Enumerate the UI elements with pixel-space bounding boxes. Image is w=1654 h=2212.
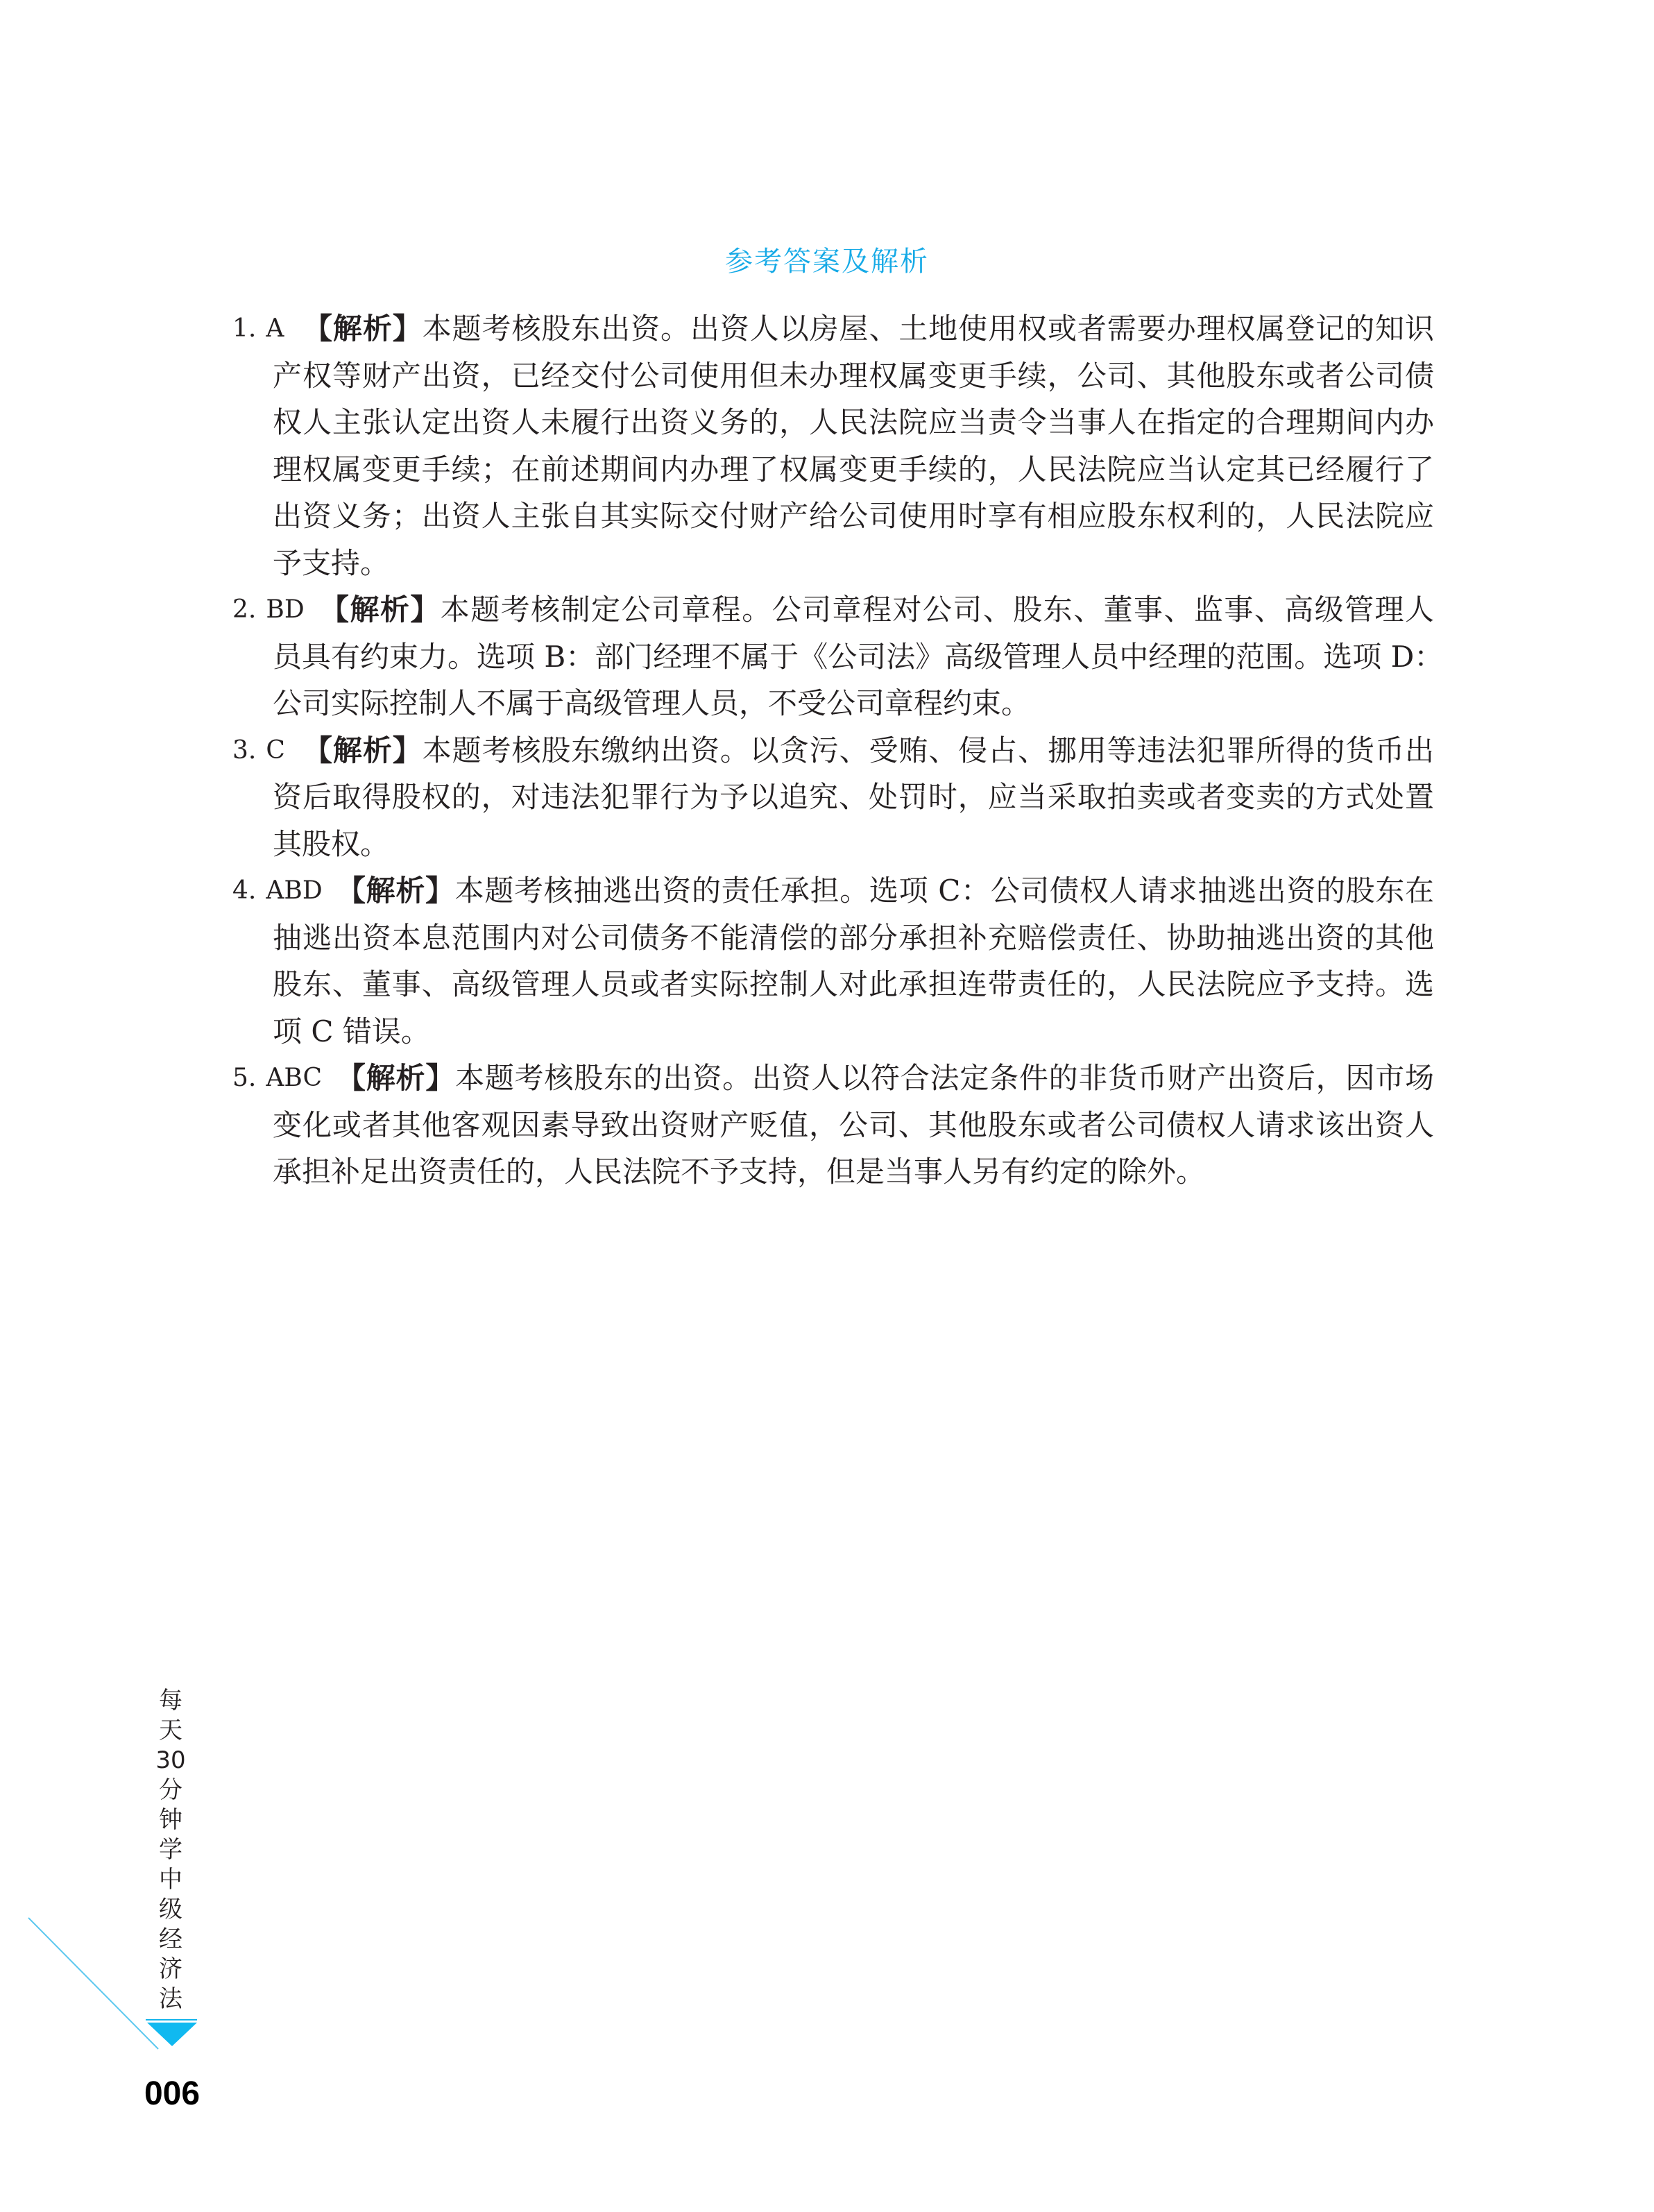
- answer-line: [273, 1148, 1434, 1196]
- side-title-char: 分: [159, 1776, 182, 1804]
- answer-text: 本题考核股东的出资。出资人以符合法定条件的非货币财产出资后，因市场: [455, 1061, 1434, 1095]
- answer-number: [232, 586, 305, 633]
- page-title: 参考答案及解析: [725, 246, 929, 278]
- answer-number: [232, 727, 285, 774]
- answer-line: [273, 540, 1434, 587]
- answer-choice: BD: [266, 595, 305, 624]
- answer-text: 产权等财产出资，已经交付公司使用但未办理权属变更手续，公司、其他股东或者公司债: [273, 358, 1434, 393]
- answer-line: [273, 493, 1434, 540]
- answer-item: [232, 305, 1434, 586]
- answer-line: [273, 821, 1434, 868]
- answer-item: [232, 1055, 1434, 1196]
- analysis-tag: 【解析】: [336, 874, 455, 908]
- answer-line: [273, 446, 1434, 493]
- answer-text: 本题考核抽逃出资的责任承担。选项 C：公司债权人请求抽逃出资的股东在: [454, 874, 1434, 908]
- question-number: 3.: [232, 735, 257, 765]
- answer-choice: C: [266, 735, 285, 765]
- triangle-marker-icon: [147, 2023, 197, 2046]
- answer-choice: ABD: [266, 876, 323, 905]
- side-title-char: 30: [155, 1746, 186, 1774]
- book-title-vertical: [155, 1686, 186, 2014]
- answer-item: [232, 586, 1444, 727]
- answer-text: 予支持。: [273, 545, 390, 580]
- answer-line: [273, 1102, 1434, 1149]
- side-title-char: 每: [159, 1687, 182, 1715]
- side-title-char: 法: [159, 1985, 182, 2013]
- answer-text: 权人主张认定出资人未履行出资义务的，人民法院应当责令当事人在指定的合理期间内办: [273, 405, 1434, 439]
- answer-line: [273, 633, 1444, 681]
- answer-text: 出资义务；出资人主张自其实际交付财产给公司使用时享有相应股东权利的，人民法院应: [273, 499, 1434, 533]
- side-title-char: 天: [159, 1717, 182, 1744]
- side-title-char: 钟: [159, 1806, 182, 1834]
- answer-line: [273, 680, 1434, 727]
- answer-choice: A: [266, 314, 284, 343]
- answer-line: [273, 1008, 1434, 1055]
- answer-line: [273, 352, 1434, 400]
- answer-item: [232, 727, 1434, 868]
- analysis-tag: 【解析】: [320, 593, 441, 627]
- answer-line: [273, 399, 1434, 446]
- analysis-tag: 【解析】: [303, 733, 423, 767]
- analysis-tag: 【解析】: [303, 312, 423, 346]
- answer-text: 理权属变更手续；在前述期间内办理了权属变更手续的，人民法院应当认定其已经履行了: [273, 452, 1434, 486]
- answer-text: 项 C 错误。: [273, 1014, 430, 1048]
- side-title-char: 经: [159, 1925, 182, 1953]
- answer-line: [336, 1055, 1434, 1102]
- answer-text: 承担补足出资责任的，人民法院不予支持，但是当事人另有约定的除外。: [273, 1155, 1206, 1189]
- answer-number: [232, 867, 323, 914]
- answer-line: [303, 727, 1434, 774]
- answer-choice: ABC: [266, 1064, 323, 1092]
- side-title-char: 济: [159, 1955, 182, 1983]
- answer-text: 本题考核股东缴纳出资。以贪污、受贿、侵占、挪用等违法犯罪所得的货币出: [422, 733, 1434, 767]
- answer-text: 公司实际控制人不属于高级管理人员，不受公司章程约束。: [273, 686, 1031, 720]
- answer-line: [303, 305, 1434, 352]
- answer-text: 抽逃出资本息范围内对公司债务不能清偿的部分承担补充赔偿责任、协助抽逃出资的其他: [273, 920, 1434, 955]
- marker-rule: [146, 2019, 197, 2020]
- question-number: 5.: [232, 1064, 257, 1092]
- side-title-char: 中: [159, 1866, 182, 1894]
- answer-item: [232, 867, 1434, 1055]
- answer-line: [336, 867, 1434, 914]
- answer-line: [320, 586, 1434, 633]
- answer-text: 其股权。: [273, 826, 390, 861]
- answer-text: 资后取得股权的，对违法犯罪行为予以追究、处罚时，应当采取拍卖或者变卖的方式处置: [273, 780, 1434, 814]
- answer-text: 股东、董事、高级管理人员或者实际控制人对此承担连带责任的，人民法院应予支持。选: [273, 967, 1434, 1001]
- answer-line: [273, 961, 1434, 1008]
- answer-text: 变化或者其他客观因素导致出资财产贬值，公司、其他股东或者公司债权人请求该出资人: [273, 1107, 1434, 1142]
- answer-number: [232, 1055, 322, 1102]
- question-number: 4.: [232, 876, 257, 905]
- side-title-char: 级: [159, 1896, 182, 1923]
- answer-list: [232, 305, 1444, 1196]
- side-title-char: 学: [159, 1836, 182, 1864]
- page-number: 006: [144, 2075, 201, 2112]
- question-number: 2.: [232, 595, 257, 624]
- answer-text: 本题考核股东出资。出资人以房屋、土地使用权或者需要办理权属登记的知识: [422, 312, 1434, 346]
- answer-line: [273, 774, 1434, 821]
- answer-number: [232, 305, 284, 352]
- answer-text: 本题考核制定公司章程。公司章程对公司、股东、董事、监事、高级管理人: [440, 593, 1434, 627]
- question-number: 1.: [232, 314, 257, 343]
- analysis-tag: 【解析】: [336, 1061, 456, 1095]
- answer-text: 员具有约束力。选项 B：部门经理不属于《公司法》高级管理人员中经理的范围。选项 D：: [273, 639, 1444, 674]
- answer-line: [273, 914, 1434, 962]
